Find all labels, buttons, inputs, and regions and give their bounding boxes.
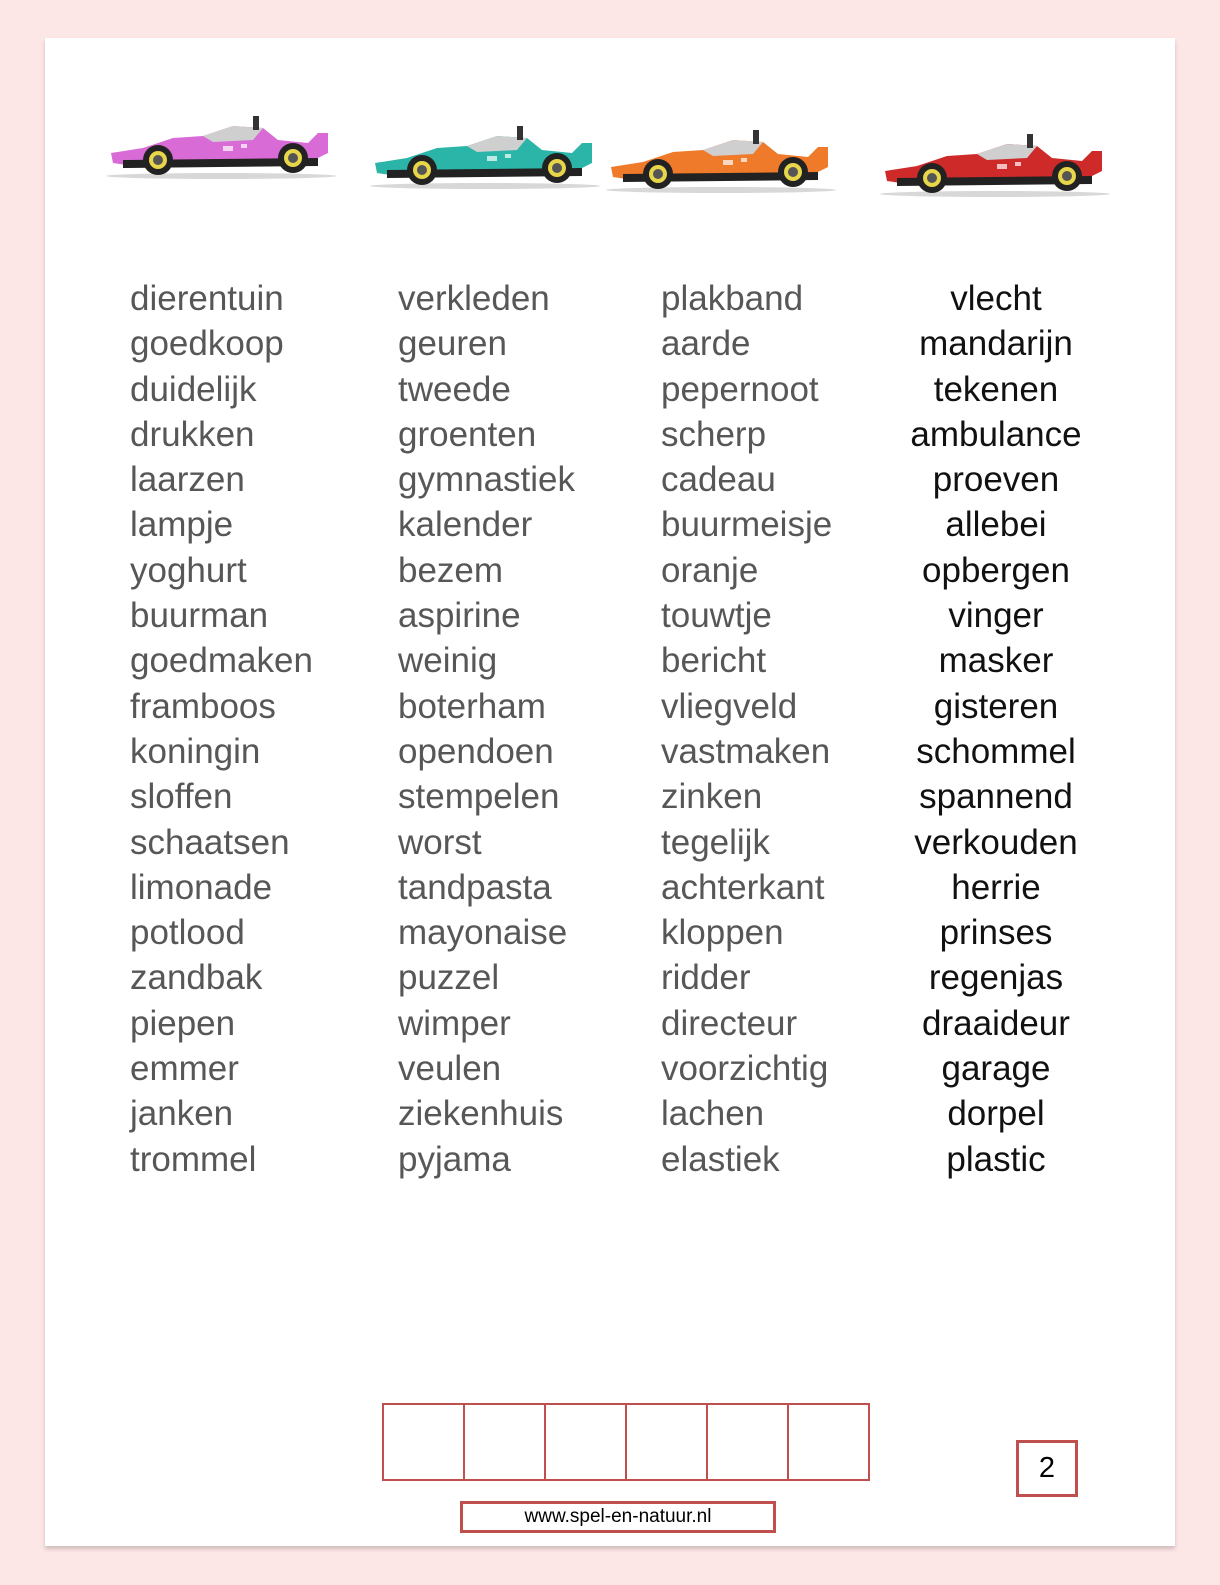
word: garage (941, 1049, 1051, 1089)
word: trommel (130, 1139, 257, 1179)
word: dorpel (947, 1094, 1045, 1134)
word: stempelen (398, 777, 560, 817)
word: draaideur (922, 1003, 1070, 1043)
word: cadeau (661, 460, 776, 500)
word: schaatsen (130, 822, 290, 862)
word: herrie (951, 867, 1041, 907)
answer-boxes (382, 1403, 870, 1481)
word: lachen (661, 1094, 765, 1134)
word: aspirine (398, 596, 521, 636)
word: zandbak (130, 958, 263, 998)
word: allebei (945, 505, 1047, 545)
word: boterham (398, 686, 546, 726)
word: gymnastiek (398, 460, 576, 500)
word: potlood (130, 913, 245, 953)
word: aarde (661, 324, 751, 364)
answer-box[interactable] (789, 1405, 868, 1479)
word-column-4 (900, 276, 1092, 1182)
word: achterkant (661, 867, 825, 907)
word: prinses (939, 913, 1053, 953)
word: yoghurt (130, 550, 247, 590)
word: goedkoop (130, 324, 284, 364)
answer-box[interactable] (627, 1405, 708, 1479)
answer-box[interactable] (546, 1405, 627, 1479)
word: touwtje (661, 596, 772, 636)
teal-race-car-icon (367, 118, 602, 198)
word: bezem (398, 550, 504, 590)
word-column-3 (661, 276, 832, 1182)
word: laarzen (130, 460, 245, 500)
word: scherp (661, 414, 767, 454)
word: tegelijk (661, 822, 770, 862)
word: verkouden (914, 822, 1078, 862)
word: wimper (398, 1003, 511, 1043)
word: ziekenhuis (398, 1094, 564, 1134)
word-column-1 (130, 276, 313, 1182)
orange-race-car-icon (603, 122, 838, 202)
word: opendoen (398, 731, 554, 771)
worksheet-page (45, 38, 1175, 1546)
word: directeur (661, 1003, 798, 1043)
word: oranje (661, 550, 759, 590)
word: veulen (398, 1049, 502, 1089)
word: buurman (130, 596, 269, 636)
word: kalender (398, 505, 533, 545)
word: ridder (661, 958, 751, 998)
word: masker (938, 641, 1054, 681)
word: worst (398, 822, 482, 862)
pink-race-car-icon (103, 108, 338, 188)
word: opbergen (922, 550, 1070, 590)
answer-box[interactable] (708, 1405, 789, 1479)
word: buurmeisje (661, 505, 833, 545)
word: vinger (948, 596, 1044, 636)
word: plakband (661, 279, 804, 318)
word: spannend (919, 777, 1073, 817)
word: proeven (932, 460, 1060, 500)
word: emmer (130, 1049, 239, 1089)
word: lampje (130, 505, 234, 545)
word: vlecht (950, 279, 1042, 318)
word: duidelijk (130, 369, 257, 409)
word: koningin (130, 731, 261, 771)
word: vastmaken (661, 731, 831, 771)
word: schommel (916, 731, 1076, 771)
word: puzzel (398, 958, 500, 998)
word: tweede (398, 369, 511, 409)
word: framboos (130, 686, 276, 726)
answer-box[interactable] (465, 1405, 546, 1479)
word: piepen (130, 1003, 236, 1043)
page-number: 2 (1016, 1440, 1078, 1497)
website-label: www.spel-en-natuur.nl (460, 1501, 776, 1533)
word: verkleden (398, 279, 550, 318)
red-race-car-icon (877, 126, 1112, 206)
word: ambulance (910, 414, 1082, 454)
word: groenten (398, 414, 537, 454)
answer-box[interactable] (384, 1405, 465, 1479)
word: goedmaken (130, 641, 313, 681)
word: vliegveld (661, 686, 798, 726)
word: drukken (130, 414, 255, 454)
word: mayonaise (398, 913, 568, 953)
word: gisteren (933, 686, 1059, 726)
word: plastic (946, 1139, 1046, 1179)
word: mandarijn (919, 324, 1073, 364)
word: pyjama (398, 1139, 511, 1179)
word: tandpasta (398, 867, 552, 907)
word: limonade (130, 867, 273, 907)
word: dierentuin (130, 279, 284, 318)
word: janken (130, 1094, 234, 1134)
word: elastiek (661, 1139, 780, 1179)
word: bericht (661, 641, 767, 681)
word: geuren (398, 324, 507, 364)
word: weinig (398, 641, 498, 681)
word: kloppen (661, 913, 784, 953)
word: pepernoot (661, 369, 819, 409)
word-column-2 (398, 276, 575, 1182)
word: tekenen (933, 369, 1059, 409)
word: zinken (661, 777, 763, 817)
race-cars-row (45, 38, 1175, 238)
word: sloffen (130, 777, 233, 817)
word: regenjas (928, 958, 1064, 998)
word: voorzichtig (661, 1049, 829, 1089)
